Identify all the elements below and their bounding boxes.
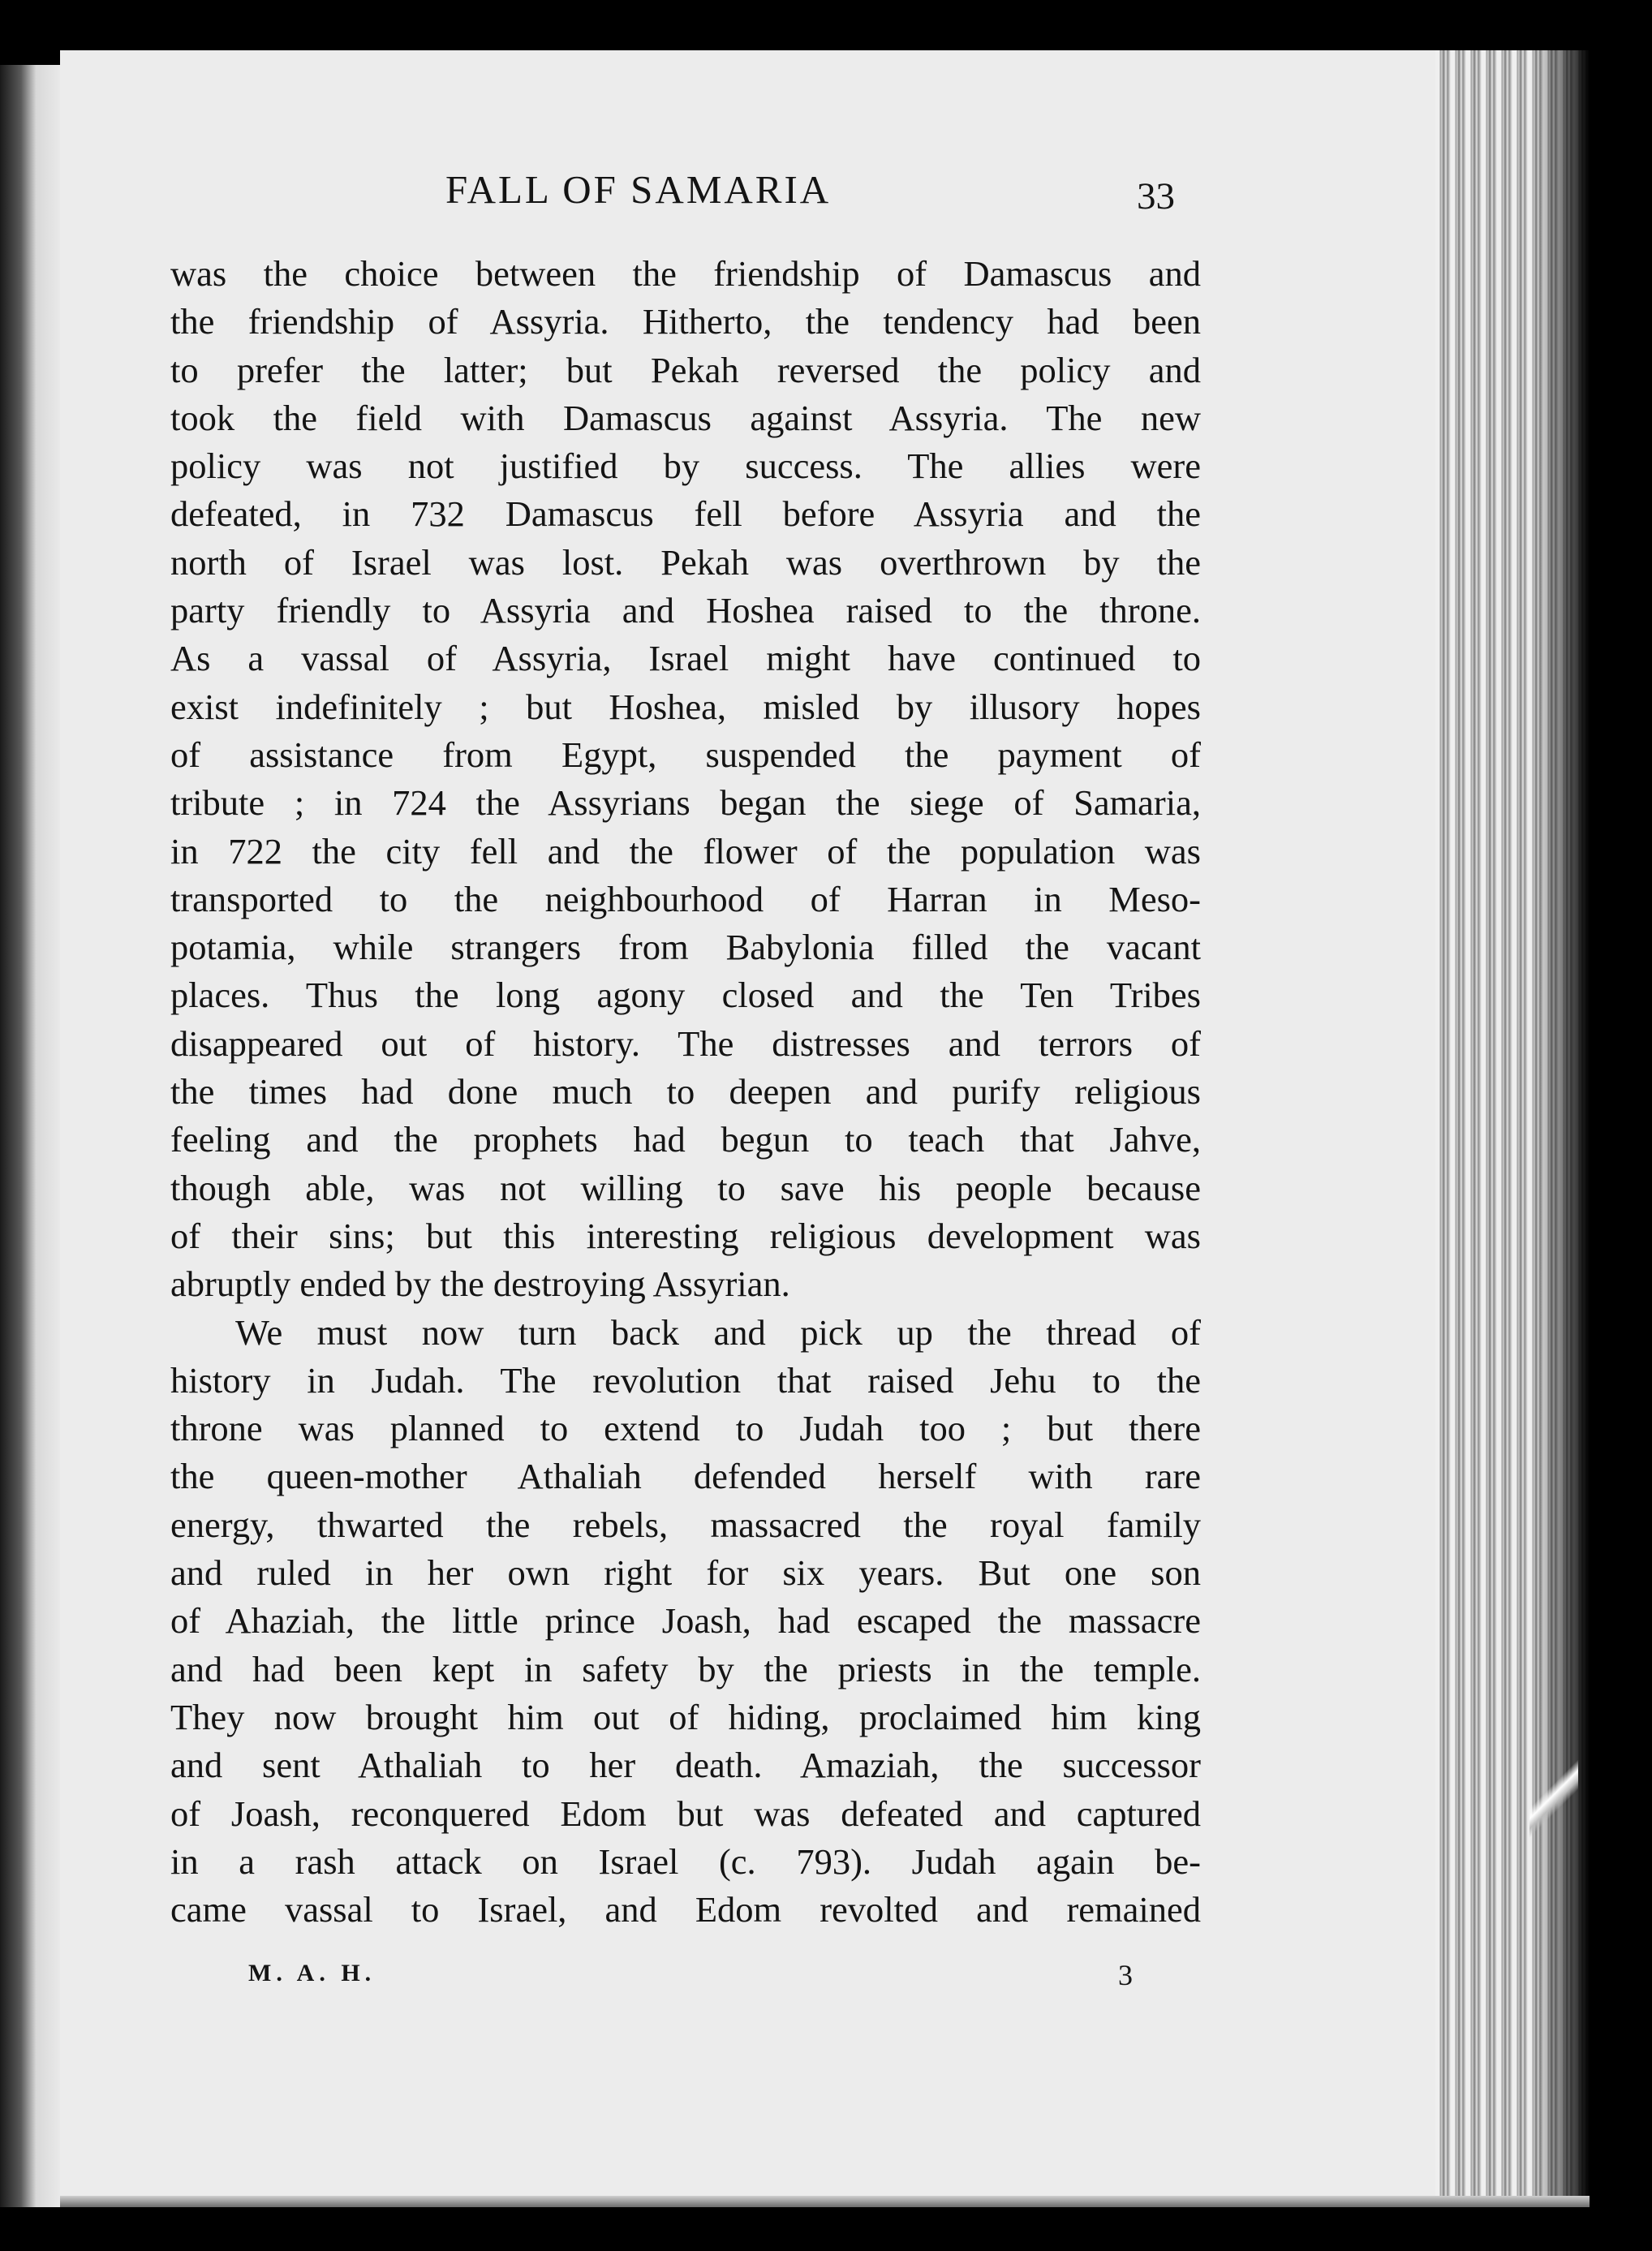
text-line: potamia, while strangers from Babylonia filled the vacant [170, 927, 1201, 968]
text-line: in a rash attack on Israel (c. 793). Judah again be- [170, 1840, 1201, 1882]
text-line: abruptly ended by the destroying Assyrian. [170, 1263, 790, 1305]
text-line: and had been kept in safety by the priests in the temple. [170, 1648, 1201, 1689]
text-line: tribute ; in 724 the Assyrians began the siege of Samaria, [170, 782, 1201, 824]
text-line: came vassal to Israel, and Edom revolted and remained [170, 1889, 1201, 1930]
text-line: party friendly to Assyria and Hoshea raised to the throne. [170, 590, 1201, 631]
text-line: of assistance from Egypt, suspended the payment of [170, 734, 1201, 775]
text-line: exist indefinitely ; but Hoshea, misled by illusory hopes [170, 686, 1201, 727]
text-line: They now brought him out of hiding, proclaimed him king [170, 1696, 1201, 1737]
text-line: feeling and the prophets had begun to teach that Jahve, [170, 1119, 1201, 1160]
text-line: disappeared out of history. The distresses and terrors of [170, 1022, 1201, 1064]
page-number: 33 [1137, 175, 1175, 217]
facing-page-edge [0, 65, 60, 2207]
text-line: in 722 the city fell and the flower of the population was [170, 830, 1201, 872]
text-line: the friendship of Assyria. Hitherto, the tendency had been [170, 301, 1201, 342]
text-line: of their sins; but this interesting religious development was [170, 1215, 1201, 1256]
running-head [60, 166, 1435, 223]
text-line: took the field with Damascus against Assyria. The new [170, 397, 1201, 438]
text-line: transported to the neighbourhood of Harran in Meso- [170, 878, 1201, 919]
text-line: of Joash, reconquered Edom but was defeated and captured [170, 1793, 1201, 1834]
text-line: of Ahaziah, the little prince Joash, had escaped the massacre [170, 1600, 1201, 1642]
text-line: energy, thwarted the rebels, massacred the royal family [170, 1504, 1201, 1545]
page-block-edges [1435, 50, 1590, 2207]
text-line: the times had done much to deepen and purify religious [170, 1071, 1201, 1113]
paragraph [170, 1309, 1201, 1935]
page-bottom-edge [60, 2196, 1590, 2207]
text-line: to prefer the latter; but Pekah reversed the policy and [170, 349, 1201, 390]
running-title: FALL OF SAMARIA [445, 167, 832, 212]
paragraph [170, 250, 1201, 1309]
body-text [170, 250, 1201, 1934]
text-line: As a vassal of Assyria, Israel might have continued to [170, 638, 1201, 679]
text-line: policy was not justified by success. The allies were [170, 445, 1201, 487]
signature-number: 3 [1118, 1959, 1133, 1991]
text-line: and sent Athaliah to her death. Amaziah, the successor [170, 1745, 1201, 1786]
text-line: north of Israel was lost. Pekah was overthrown by the [170, 541, 1201, 583]
text-line: history in Judah. The revolution that raised Jehu to the [170, 1359, 1201, 1401]
text-line: and ruled in her own right for six years. But one son [170, 1552, 1201, 1594]
text-line: throne was planned to extend to Judah too ; but there [170, 1408, 1201, 1449]
edge-tab-mark [1529, 1753, 1578, 1842]
text-line: defeated, in 732 Damascus fell before Assyria and the [170, 493, 1201, 535]
text-line: places. Thus the long agony closed and the Ten Tribes [170, 975, 1201, 1016]
text-line: though able, was not willing to save his people because [170, 1167, 1201, 1208]
text-line: was the choice between the friendship of Damascus and [170, 253, 1201, 294]
text-line: the queen-mother Athaliah defended herself with rare [170, 1456, 1201, 1497]
text-line: We must now turn back and pick up the thread of [235, 1311, 1201, 1353]
signature-mark: M. A. H. [248, 1960, 376, 1986]
